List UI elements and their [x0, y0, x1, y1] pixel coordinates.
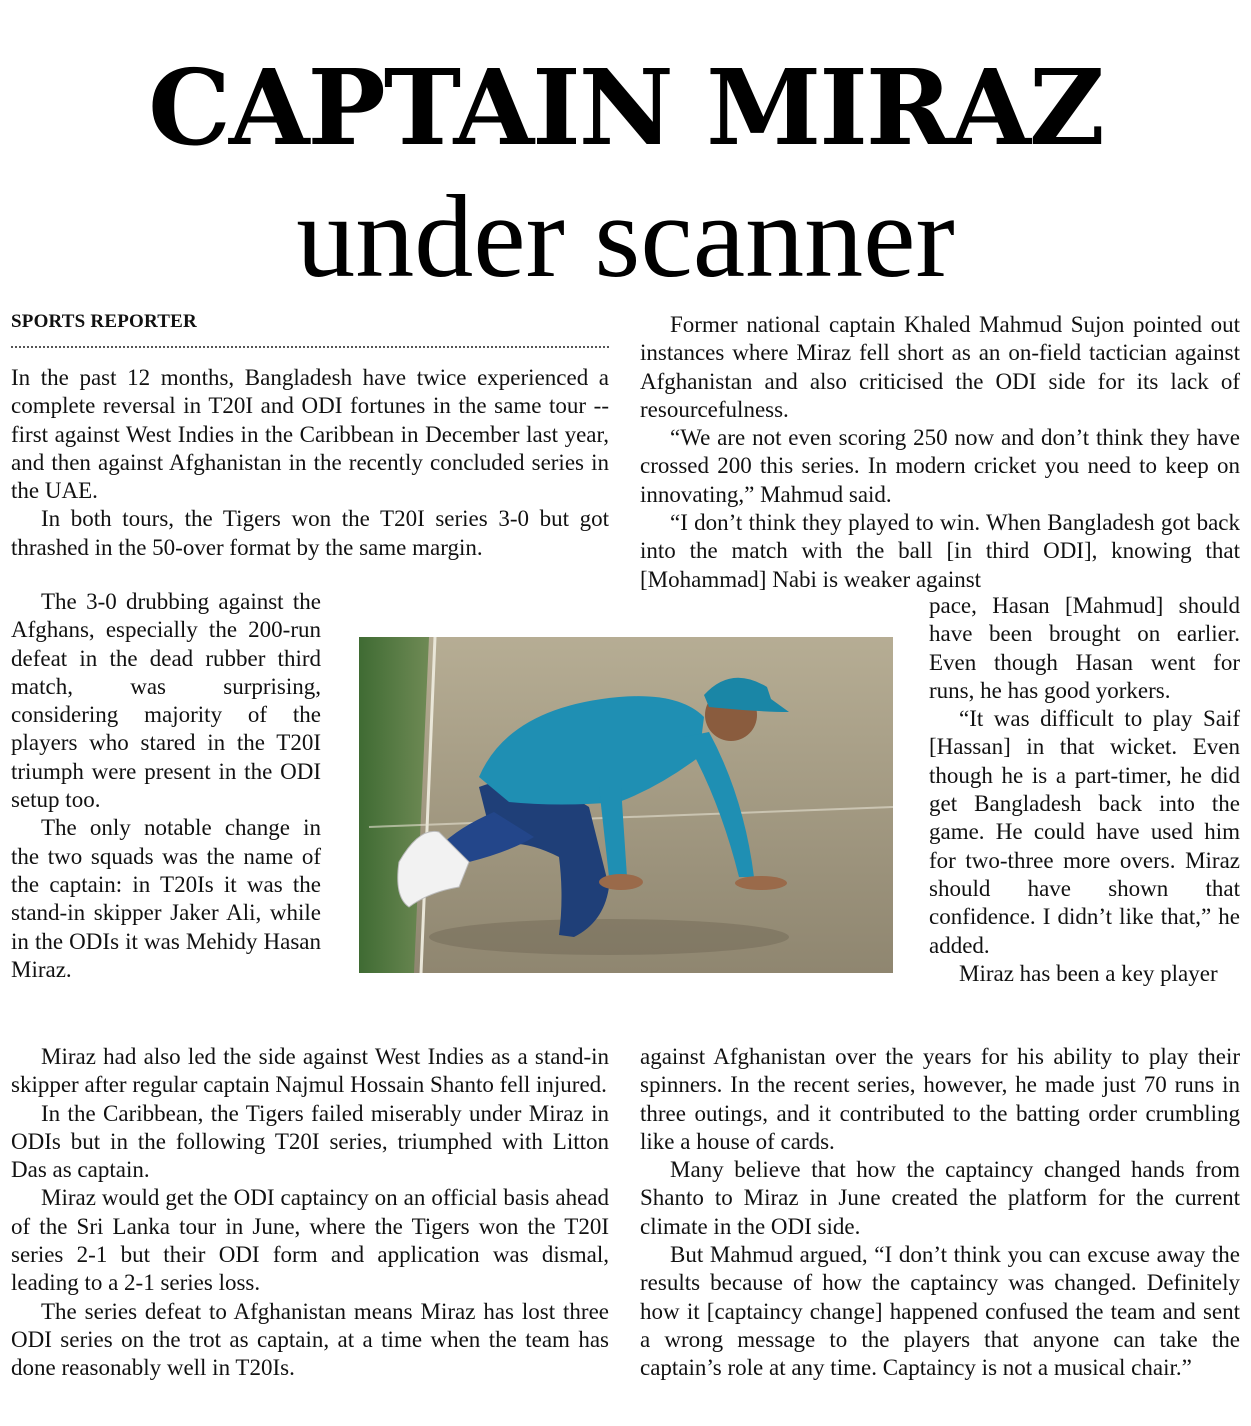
paragraph: “I don’t think they played to win. When Bangladesh got back into the match with the ball [in third ODI], knowing that [Mohammad] Nabi is weaker against	[640, 510, 1240, 592]
headline-line-1: CAPTAIN MIRAZ	[148, 46, 1103, 169]
paragraph: against Afghanistan over the years for his ability to play their spinners. In the recent series, however, he made just 70 runs in three outings, and it contributed to the batting order crumbling like a house of cards.	[640, 1044, 1240, 1154]
paragraph: Former national captain Khaled Mahmud Sujon pointed out instances where Miraz fell short as an on-field tactician against Afghanistan and also criticised the ODI side for its lack of resourcefulness.	[640, 312, 1240, 422]
paragraph: Miraz would get the ODI captaincy on an official basis ahead of the Sri Lanka tour in June, where the Tigers won the T20I series 2-1 but their ODI form and application was dismal, leading to a 2-1 series loss.	[11, 1185, 609, 1296]
paragraph: “We are not even scoring 250 now and don’t think they have crossed 200 this series. In modern cricket you need to keep on innovating,” Mahmud said.	[640, 425, 1240, 507]
cricketer-photo-illustration	[359, 637, 893, 973]
paragraph: “It was difficult to play Saif [Hassan] in that wicket. Even though he is a part-timer, he did get Bangladesh back into the game. He could have used him for two-three more overs. Miraz should have shown that confidence. I didn’t like that,” he added.	[929, 706, 1240, 958]
left-column-wrap	[11, 588, 321, 984]
right-column-top	[640, 311, 1240, 594]
paragraph: The only notable change in the two squads was the name of the captain: in T20Is it was the stand-in skipper Jaker Ali, while in the ODIs it was Mehidy Hasan Miraz.	[11, 815, 321, 982]
paragraph: In both tours, the Tigers won the T20I series 3-0 but got thrashed in the 50-over format by the same margin.	[11, 506, 609, 560]
left-column-top	[11, 364, 609, 562]
right-column-wrap	[929, 592, 1240, 988]
byline-divider	[11, 346, 609, 348]
paragraph: The series defeat to Afghanistan means Miraz has lost three ODI series on the trot as captain, at a time when the team has done reasonably well in T20Is.	[11, 1298, 609, 1381]
headline-line-2: under scanner	[296, 171, 955, 302]
paragraph: The 3-0 drubbing against the Afghans, especially the 200-run defeat in the dead rubber third match, was surprising, considering majority of the players who stared in the T20I triumph were present in the ODI setup too.	[11, 589, 321, 813]
byline: SPORTS REPORTER	[11, 311, 197, 332]
cricketer-photo	[359, 637, 893, 973]
paragraph: In the Caribbean, the Tigers failed miserably under Miraz in ODIs but in the following T20I series, triumphed with Litton Das as captain.	[11, 1100, 609, 1183]
paragraph: Miraz has been a key player	[959, 960, 1218, 986]
paragraph: In the past 12 months, Bangladesh have twice experienced a complete reversal in T20I and ODI fortunes in the same tour -- first against West Indies in the Caribbean in December last year, and then against Afghanistan in the recently concluded series in the UAE.	[11, 365, 609, 504]
paragraph: Miraz had also led the side against West Indies as a stand-in skipper after regular captain Najmul Hossain Shanto fell injured.	[11, 1044, 609, 1098]
right-column-bottom	[640, 1043, 1240, 1383]
left-column-bottom	[11, 1043, 609, 1383]
paragraph: pace, Hasan [Mahmud] should have been brought on earlier. Even though Hasan went for runs, he has good yorkers.	[929, 593, 1240, 703]
paragraph: Many believe that how the captaincy changed hands from Shanto to Miraz in June created the platform for the current climate in the ODI side.	[640, 1157, 1240, 1239]
paragraph: But Mahmud argued, “I don’t think you can excuse away the results because of how the captaincy was changed. Definitely how it [captaincy change] happened confused the team and sent a wrong message to the players that anyone can take the captain’s role at any time. Captaincy is not a musical chair.”	[640, 1242, 1240, 1381]
